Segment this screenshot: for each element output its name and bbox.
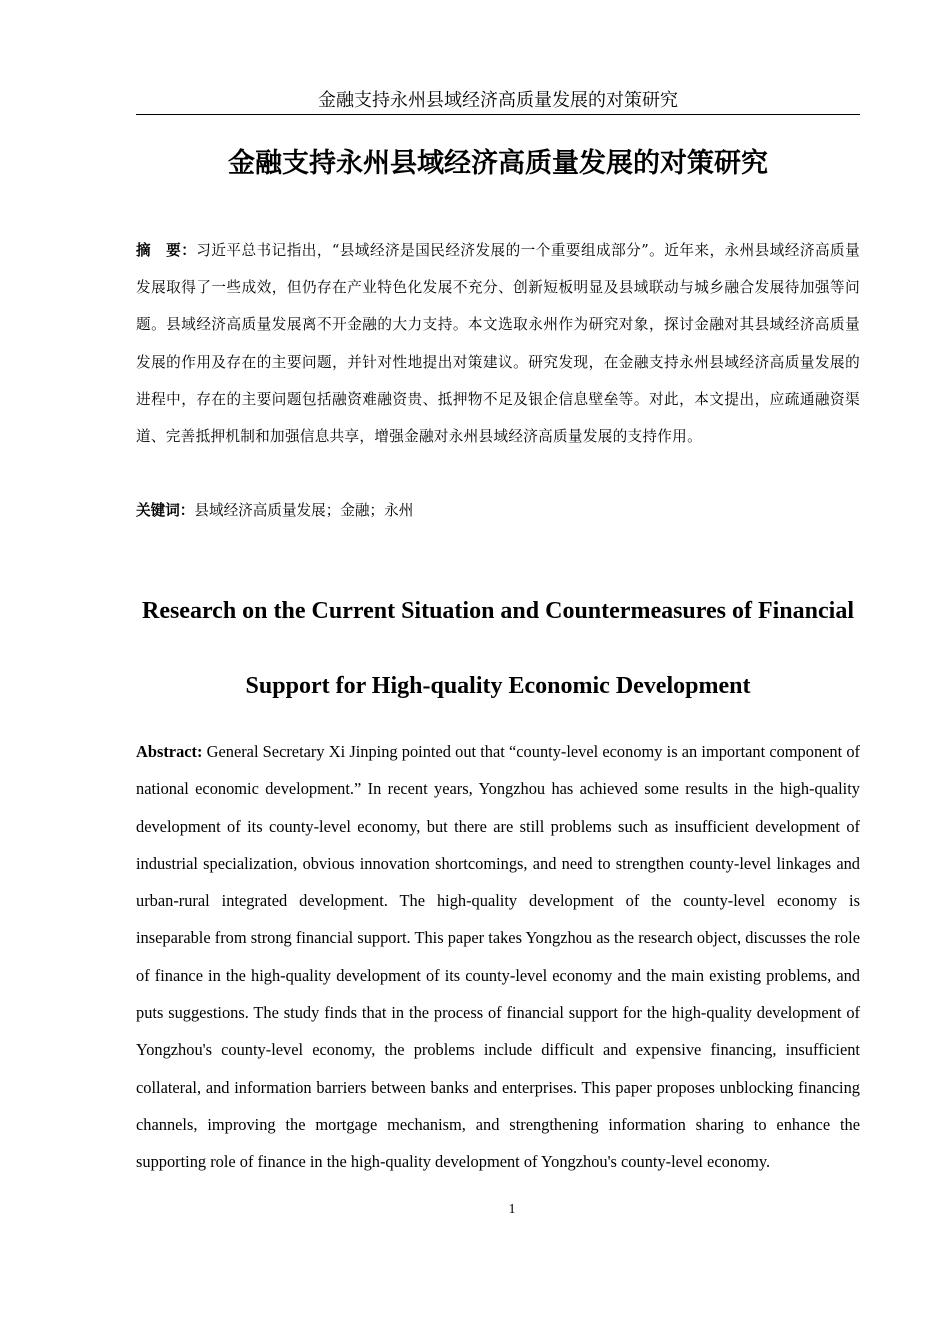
chinese-keywords-text: 县域经济高质量发展；金融；永州	[194, 502, 414, 519]
chinese-keywords-label: 关键词：	[136, 502, 195, 519]
chinese-abstract	[136, 232, 860, 455]
chinese-title: 金融支持永州县域经济高质量发展的对策研究	[228, 148, 768, 179]
english-title: Research on the Current Situation and Countermeasures of Financial Support for High-quality Economic Development	[141, 598, 854, 699]
english-abstract	[136, 733, 860, 1181]
english-abstract-label: Abstract:	[136, 742, 203, 761]
chinese-keywords	[136, 492, 860, 529]
english-abstract-text: General Secretary Xi Jinping pointed out that “county-level economy is an important component of national economic development.” In recent years, Yongzhou has achieved some results in the high-quality development of its county-level economy, but there are still problems such as insufficient development of industrial specialization, obvious innovation shortcomings, and need to strengthen county-level linkages and urban-rural integrated development. The high-quality development of the county-level economy is inseparable from strong financial support. This paper takes Yongzhou as the research object, discusses the role of finance in the high-quality development of its county-level economy and the main existing problems, and puts suggestions. The study finds that in the process of financial support for the high-quality development of Yongzhou's county-level economy, the problems include difficult and expensive financing, insufficient collateral, and information barriers between banks and enterprises. This paper proposes unblocking financing channels, improving the mortgage mechanism, and strengthening information sharing to enhance the supporting role of finance in the high-quality development of Yongzhou's county-level economy.	[136, 742, 860, 1172]
chinese-abstract-label: 摘 要：	[136, 242, 197, 259]
running-header: 金融支持永州县域经济高质量发展的对策研究	[136, 88, 860, 115]
page-number: 1	[508, 1202, 516, 1217]
chinese-abstract-text: 习近平总书记指出，“县域经济是国民经济发展的一个重要组成部分”。近年来，永州县域经济高质量发展取得了一些成效，但仍存在产业特色化发展不充分、创新短板明显及县域联动与城乡融合发展待加强等问题。县域经济高质量发展离不开金融的大力支持。本文选取永州作为研究对象，探讨金融对其县域经济高质量发展的作用及存在的主要问题，并针对性地提出对策建议。研究发现，在金融支持永州县域经济高质量发展的进程中，存在的主要问题包括融资难融资贵、抵押物不足及银企信息壁垒等。对此，本文提出，应疏通融资渠道、完善抵押机制和加强信息共享，增强金融对永州县域经济高质量发展的支持作用。	[136, 242, 860, 446]
